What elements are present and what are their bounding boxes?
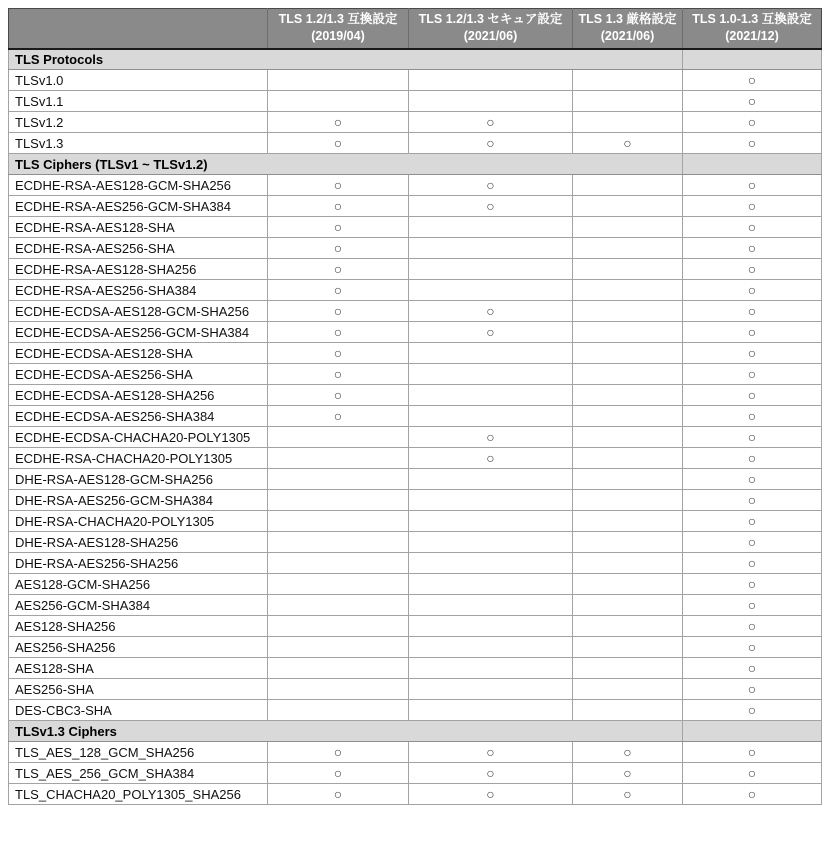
unsupported-cell xyxy=(409,679,573,700)
unsupported-cell xyxy=(409,406,573,427)
table-row xyxy=(9,637,822,658)
circle-mark-icon: ○ xyxy=(623,134,632,151)
table-row xyxy=(9,343,822,364)
row-label: AES128-GCM-SHA256 xyxy=(9,574,268,595)
unsupported-cell xyxy=(409,658,573,679)
section-header-spacer-cell xyxy=(683,721,822,742)
column-header-secure-2021 xyxy=(409,9,573,49)
supported-cell xyxy=(683,616,822,637)
circle-mark-icon: ○ xyxy=(747,113,757,130)
section-header-spacer-cell xyxy=(683,154,822,175)
unsupported-cell xyxy=(573,658,683,679)
unsupported-cell xyxy=(409,574,573,595)
circle-mark-icon: ○ xyxy=(623,785,632,802)
supported-cell xyxy=(683,490,822,511)
circle-mark-icon: ○ xyxy=(333,785,343,802)
table-body xyxy=(9,49,822,805)
unsupported-cell xyxy=(409,700,573,721)
unsupported-cell xyxy=(409,490,573,511)
circle-mark-icon: ○ xyxy=(333,218,343,235)
row-label: ECDHE-ECDSA-AES128-SHA xyxy=(9,343,268,364)
unsupported-cell xyxy=(409,364,573,385)
header-row xyxy=(9,9,822,49)
column-title: TLS 1.2/1.3 セキュア設定 xyxy=(418,12,563,27)
section-title: TLSv1.3 Ciphers xyxy=(9,721,683,742)
unsupported-cell xyxy=(573,322,683,343)
unsupported-cell xyxy=(268,574,409,595)
unsupported-cell xyxy=(268,637,409,658)
supported-cell xyxy=(268,133,409,154)
supported-cell xyxy=(268,196,409,217)
column-date: (2021/06) xyxy=(463,29,518,44)
unsupported-cell xyxy=(573,574,683,595)
table-row xyxy=(9,91,822,112)
unsupported-cell xyxy=(409,280,573,301)
table-row xyxy=(9,112,822,133)
supported-cell xyxy=(683,385,822,406)
circle-mark-icon: ○ xyxy=(333,344,343,361)
row-label: ECDHE-RSA-AES256-GCM-SHA384 xyxy=(9,196,268,217)
supported-cell xyxy=(683,280,822,301)
unsupported-cell xyxy=(573,448,683,469)
supported-cell xyxy=(409,322,573,343)
unsupported-cell xyxy=(573,112,683,133)
circle-mark-icon: ○ xyxy=(333,323,343,340)
supported-cell xyxy=(268,217,409,238)
table-row xyxy=(9,448,822,469)
row-label: ECDHE-RSA-AES256-SHA xyxy=(9,238,268,259)
table-row xyxy=(9,616,822,637)
row-label: DHE-RSA-CHACHA20-POLY1305 xyxy=(9,511,268,532)
supported-cell xyxy=(409,448,573,469)
table-row xyxy=(9,784,822,805)
row-label: DHE-RSA-AES256-GCM-SHA384 xyxy=(9,490,268,511)
column-title: TLS 1.0-1.3 互換設定 xyxy=(692,12,812,27)
table-row xyxy=(9,469,822,490)
unsupported-cell xyxy=(573,385,683,406)
supported-cell xyxy=(268,784,409,805)
unsupported-cell xyxy=(573,91,683,112)
supported-cell xyxy=(268,322,409,343)
column-title: TLS 1.3 厳格設定 xyxy=(578,12,677,27)
table-row xyxy=(9,322,822,343)
row-label: ECDHE-ECDSA-AES256-GCM-SHA384 xyxy=(9,322,268,343)
unsupported-cell xyxy=(268,511,409,532)
table-row xyxy=(9,301,822,322)
circle-mark-icon: ○ xyxy=(486,428,495,445)
row-label: ECDHE-ECDSA-AES256-SHA384 xyxy=(9,406,268,427)
circle-mark-icon: ○ xyxy=(333,281,343,298)
table-row xyxy=(9,238,822,259)
supported-cell xyxy=(268,301,409,322)
unsupported-cell xyxy=(573,175,683,196)
unsupported-cell xyxy=(268,469,409,490)
supported-cell xyxy=(409,784,573,805)
row-label: ECDHE-RSA-AES128-SHA xyxy=(9,217,268,238)
supported-cell xyxy=(409,175,573,196)
row-label: AES256-SHA xyxy=(9,679,268,700)
circle-mark-icon: ○ xyxy=(333,176,343,193)
row-label: AES256-SHA256 xyxy=(9,637,268,658)
circle-mark-icon: ○ xyxy=(333,365,343,382)
table-row xyxy=(9,259,822,280)
circle-mark-icon: ○ xyxy=(747,281,757,298)
row-label: TLS_AES_256_GCM_SHA384 xyxy=(9,763,268,784)
table-row xyxy=(9,385,822,406)
circle-mark-icon: ○ xyxy=(486,302,495,319)
unsupported-cell xyxy=(409,259,573,280)
supported-cell xyxy=(683,763,822,784)
row-label: TLSv1.0 xyxy=(9,70,268,91)
supported-cell xyxy=(268,175,409,196)
unsupported-cell xyxy=(573,427,683,448)
circle-mark-icon: ○ xyxy=(747,512,757,529)
circle-mark-icon: ○ xyxy=(747,386,757,403)
row-label: ECDHE-ECDSA-AES128-SHA256 xyxy=(9,385,268,406)
unsupported-cell xyxy=(409,238,573,259)
supported-cell xyxy=(409,112,573,133)
unsupported-cell xyxy=(268,532,409,553)
circle-mark-icon: ○ xyxy=(333,113,343,130)
row-label: ECDHE-RSA-AES128-GCM-SHA256 xyxy=(9,175,268,196)
circle-mark-icon: ○ xyxy=(747,365,757,382)
supported-cell xyxy=(683,532,822,553)
unsupported-cell xyxy=(573,511,683,532)
unsupported-cell xyxy=(573,532,683,553)
circle-mark-icon: ○ xyxy=(486,113,495,130)
supported-cell xyxy=(683,406,822,427)
table-row xyxy=(9,532,822,553)
circle-mark-icon: ○ xyxy=(333,260,343,277)
unsupported-cell xyxy=(573,469,683,490)
circle-mark-icon: ○ xyxy=(747,260,757,277)
unsupported-cell xyxy=(573,217,683,238)
supported-cell xyxy=(683,637,822,658)
unsupported-cell xyxy=(268,595,409,616)
table-row xyxy=(9,406,822,427)
table-row xyxy=(9,364,822,385)
supported-cell xyxy=(683,448,822,469)
supported-cell xyxy=(268,238,409,259)
circle-mark-icon: ○ xyxy=(333,407,343,424)
section-header-row xyxy=(9,721,822,742)
circle-mark-icon: ○ xyxy=(747,764,757,781)
unsupported-cell xyxy=(573,637,683,658)
unsupported-cell xyxy=(409,70,573,91)
unsupported-cell xyxy=(268,448,409,469)
circle-mark-icon: ○ xyxy=(747,533,757,550)
supported-cell xyxy=(268,385,409,406)
circle-mark-icon: ○ xyxy=(747,680,757,697)
unsupported-cell xyxy=(573,364,683,385)
circle-mark-icon: ○ xyxy=(747,470,757,487)
circle-mark-icon: ○ xyxy=(747,575,757,592)
row-label: AES256-GCM-SHA384 xyxy=(9,595,268,616)
table-row xyxy=(9,511,822,532)
supported-cell xyxy=(683,742,822,763)
row-label: TLS_AES_128_GCM_SHA256 xyxy=(9,742,268,763)
table-row xyxy=(9,553,822,574)
circle-mark-icon: ○ xyxy=(747,134,757,151)
supported-cell xyxy=(409,763,573,784)
column-date: (2021/12) xyxy=(725,29,779,44)
supported-cell xyxy=(683,343,822,364)
circle-mark-icon: ○ xyxy=(623,764,632,781)
circle-mark-icon: ○ xyxy=(747,617,757,634)
unsupported-cell xyxy=(573,406,683,427)
section-title: TLS Ciphers (TLSv1 ~ TLSv1.2) xyxy=(9,154,683,175)
table-row xyxy=(9,427,822,448)
unsupported-cell xyxy=(573,259,683,280)
circle-mark-icon: ○ xyxy=(747,344,757,361)
circle-mark-icon: ○ xyxy=(486,134,495,151)
circle-mark-icon: ○ xyxy=(486,449,495,466)
section-header-row xyxy=(9,154,822,175)
circle-mark-icon: ○ xyxy=(747,218,757,235)
supported-cell xyxy=(683,133,822,154)
circle-mark-icon: ○ xyxy=(486,323,495,340)
unsupported-cell xyxy=(573,679,683,700)
supported-cell xyxy=(409,133,573,154)
circle-mark-icon: ○ xyxy=(747,785,757,802)
circle-mark-icon: ○ xyxy=(747,323,757,340)
section-header-spacer-cell xyxy=(683,49,822,70)
circle-mark-icon: ○ xyxy=(486,785,495,802)
unsupported-cell xyxy=(409,217,573,238)
circle-mark-icon: ○ xyxy=(333,134,343,151)
unsupported-cell xyxy=(268,616,409,637)
circle-mark-icon: ○ xyxy=(333,743,343,760)
supported-cell xyxy=(268,406,409,427)
circle-mark-icon: ○ xyxy=(333,239,343,256)
section-header-row xyxy=(9,49,822,70)
unsupported-cell xyxy=(268,70,409,91)
supported-cell xyxy=(573,763,683,784)
unsupported-cell xyxy=(573,490,683,511)
circle-mark-icon: ○ xyxy=(747,449,757,466)
unsupported-cell xyxy=(268,490,409,511)
supported-cell xyxy=(268,280,409,301)
column-date: (2019/04) xyxy=(311,29,365,44)
circle-mark-icon: ○ xyxy=(333,386,343,403)
unsupported-cell xyxy=(409,616,573,637)
circle-mark-icon: ○ xyxy=(747,92,757,109)
circle-mark-icon: ○ xyxy=(747,554,757,571)
table-row xyxy=(9,679,822,700)
supported-cell xyxy=(683,700,822,721)
unsupported-cell xyxy=(573,343,683,364)
supported-cell xyxy=(573,784,683,805)
unsupported-cell xyxy=(573,595,683,616)
unsupported-cell xyxy=(268,700,409,721)
row-label: DES-CBC3-SHA xyxy=(9,700,268,721)
supported-cell xyxy=(683,301,822,322)
row-label: ECDHE-ECDSA-AES128-GCM-SHA256 xyxy=(9,301,268,322)
circle-mark-icon: ○ xyxy=(747,659,757,676)
unsupported-cell xyxy=(573,553,683,574)
table-row xyxy=(9,133,822,154)
table-row xyxy=(9,742,822,763)
supported-cell xyxy=(683,679,822,700)
supported-cell xyxy=(268,364,409,385)
supported-cell xyxy=(683,553,822,574)
circle-mark-icon: ○ xyxy=(486,764,495,781)
unsupported-cell xyxy=(409,553,573,574)
supported-cell xyxy=(409,427,573,448)
row-label: TLSv1.3 xyxy=(9,133,268,154)
supported-cell xyxy=(683,217,822,238)
supported-cell xyxy=(268,742,409,763)
unsupported-cell xyxy=(409,511,573,532)
supported-cell xyxy=(683,91,822,112)
row-label: AES128-SHA256 xyxy=(9,616,268,637)
supported-cell xyxy=(683,511,822,532)
supported-cell xyxy=(268,763,409,784)
supported-cell xyxy=(268,112,409,133)
circle-mark-icon: ○ xyxy=(333,764,343,781)
section-title: TLS Protocols xyxy=(9,49,683,70)
column-header-compat-2019 xyxy=(268,9,409,49)
circle-mark-icon: ○ xyxy=(747,638,757,655)
supported-cell xyxy=(268,343,409,364)
circle-mark-icon: ○ xyxy=(747,71,757,88)
row-label: ECDHE-RSA-AES128-SHA256 xyxy=(9,259,268,280)
supported-cell xyxy=(683,238,822,259)
circle-mark-icon: ○ xyxy=(623,743,632,760)
circle-mark-icon: ○ xyxy=(747,302,757,319)
circle-mark-icon: ○ xyxy=(747,491,757,508)
circle-mark-icon: ○ xyxy=(486,743,495,760)
supported-cell xyxy=(683,574,822,595)
supported-cell xyxy=(683,175,822,196)
supported-cell xyxy=(409,301,573,322)
supported-cell xyxy=(268,259,409,280)
row-label: ECDHE-ECDSA-CHACHA20-POLY1305 xyxy=(9,427,268,448)
row-label: AES128-SHA xyxy=(9,658,268,679)
unsupported-cell xyxy=(268,427,409,448)
table-row xyxy=(9,658,822,679)
circle-mark-icon: ○ xyxy=(747,197,757,214)
row-label: DHE-RSA-AES256-SHA256 xyxy=(9,553,268,574)
circle-mark-icon: ○ xyxy=(747,701,757,718)
unsupported-cell xyxy=(409,637,573,658)
unsupported-cell xyxy=(573,616,683,637)
supported-cell xyxy=(683,658,822,679)
table-row xyxy=(9,490,822,511)
row-label: ECDHE-ECDSA-AES256-SHA xyxy=(9,364,268,385)
table-row xyxy=(9,280,822,301)
unsupported-cell xyxy=(573,196,683,217)
unsupported-cell xyxy=(573,70,683,91)
supported-cell xyxy=(683,784,822,805)
unsupported-cell xyxy=(409,532,573,553)
tls-comparison-table xyxy=(8,8,822,805)
unsupported-cell xyxy=(268,679,409,700)
supported-cell xyxy=(683,469,822,490)
unsupported-cell xyxy=(409,343,573,364)
circle-mark-icon: ○ xyxy=(486,197,495,214)
supported-cell xyxy=(409,742,573,763)
circle-mark-icon: ○ xyxy=(747,407,757,424)
circle-mark-icon: ○ xyxy=(486,176,495,193)
table-row xyxy=(9,595,822,616)
row-label: TLSv1.1 xyxy=(9,91,268,112)
circle-mark-icon: ○ xyxy=(747,239,757,256)
unsupported-cell xyxy=(268,91,409,112)
row-label: DHE-RSA-AES128-GCM-SHA256 xyxy=(9,469,268,490)
circle-mark-icon: ○ xyxy=(747,176,757,193)
supported-cell xyxy=(409,196,573,217)
circle-mark-icon: ○ xyxy=(747,596,757,613)
row-label: ECDHE-RSA-AES256-SHA384 xyxy=(9,280,268,301)
unsupported-cell xyxy=(573,280,683,301)
unsupported-cell xyxy=(268,553,409,574)
unsupported-cell xyxy=(409,469,573,490)
table-row xyxy=(9,196,822,217)
circle-mark-icon: ○ xyxy=(747,428,757,445)
supported-cell xyxy=(683,259,822,280)
unsupported-cell xyxy=(573,238,683,259)
supported-cell xyxy=(683,595,822,616)
circle-mark-icon: ○ xyxy=(333,302,343,319)
unsupported-cell xyxy=(573,700,683,721)
unsupported-cell xyxy=(409,91,573,112)
column-date: (2021/06) xyxy=(600,29,655,44)
supported-cell xyxy=(683,364,822,385)
supported-cell xyxy=(683,322,822,343)
supported-cell xyxy=(683,112,822,133)
row-label: TLSv1.2 xyxy=(9,112,268,133)
table-row xyxy=(9,574,822,595)
supported-cell xyxy=(573,742,683,763)
row-label: ECDHE-RSA-CHACHA20-POLY1305 xyxy=(9,448,268,469)
unsupported-cell xyxy=(268,658,409,679)
supported-cell xyxy=(683,70,822,91)
circle-mark-icon: ○ xyxy=(333,197,343,214)
corner-cell xyxy=(9,9,268,49)
circle-mark-icon: ○ xyxy=(747,743,757,760)
unsupported-cell xyxy=(409,595,573,616)
unsupported-cell xyxy=(409,385,573,406)
unsupported-cell xyxy=(573,301,683,322)
table-row xyxy=(9,763,822,784)
table-row xyxy=(9,700,822,721)
table-row xyxy=(9,217,822,238)
supported-cell xyxy=(573,133,683,154)
column-header-strict-2021 xyxy=(573,9,683,49)
row-label: TLS_CHACHA20_POLY1305_SHA256 xyxy=(9,784,268,805)
table-row xyxy=(9,70,822,91)
supported-cell xyxy=(683,196,822,217)
table-row xyxy=(9,175,822,196)
column-title: TLS 1.2/1.3 互換設定 xyxy=(278,12,398,27)
row-label: DHE-RSA-AES128-SHA256 xyxy=(9,532,268,553)
supported-cell xyxy=(683,427,822,448)
column-header-compat-2021 xyxy=(683,9,822,49)
